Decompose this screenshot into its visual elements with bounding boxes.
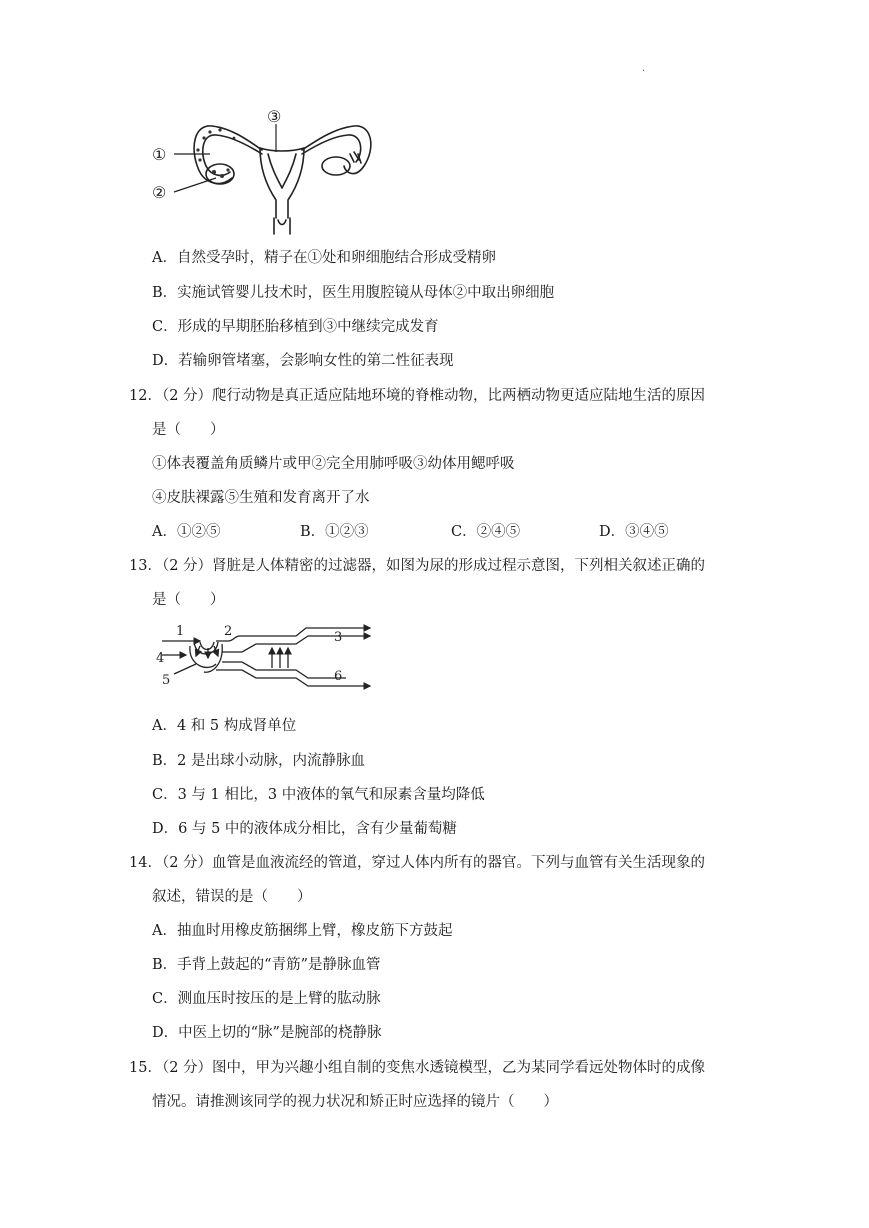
q12-option-b: B．①②③ [300, 524, 369, 540]
q14-option-c: C．测血压时按压的是上臂的肱动脉 [152, 991, 381, 1007]
female-reproductive-diagram [150, 108, 390, 236]
q12-option-d: D．③④⑤ [599, 524, 669, 540]
urine-label-3: 3 [334, 630, 343, 645]
urine-label-6: 6 [334, 669, 343, 684]
urine-label-4: 4 [156, 651, 165, 666]
figure-label-3: ③ [267, 108, 282, 126]
urine-label-1: 1 [176, 624, 185, 639]
q11-option-a: A．自然受孕时，精子在①处和卵细胞结合形成受精卵 [152, 250, 496, 266]
q12-option-a: A．①②⑤ [152, 524, 221, 540]
q14-stem-line1: 14．（2 分）血管是血液流经的管道，穿过人体内所有的器官。下列与血管有关生活现象的 [129, 855, 706, 871]
urine-label-2: 2 [224, 624, 233, 639]
q12-options-row [152, 522, 712, 542]
urine-formation-diagram [156, 624, 378, 694]
q13-stem-line2: 是（ ） [152, 592, 225, 608]
q11-option-c: C．形成的早期胚胎移植到③中继续完成发育 [152, 319, 439, 335]
q14-option-d: D．中医上切的“脉”是腕部的桡静脉 [152, 1025, 382, 1041]
figure-label-1: ① [152, 145, 167, 164]
q15-stem-line2: 情况。请推测该同学的视力状况和矫正时应选择的镜片（ ） [152, 1094, 558, 1110]
q12-stem-line2: 是（ ） [152, 422, 225, 438]
q12-stem-line1: 12．（2 分）爬行动物是真正适应陆地环境的脊椎动物，比两栖动物更适应陆地生活的原因 [129, 388, 706, 404]
q13-option-d: D．6 与 5 中的液体成分相比，含有少量葡萄糖 [152, 821, 457, 837]
q13-stem-line1: 13．（2 分）肾脏是人体精密的过滤器，如图为尿的形成过程示意图，下列相关叙述正确的 [129, 558, 706, 574]
q13-option-c: C．3 与 1 相比，3 中液体的氧气和尿素含量均降低 [152, 787, 485, 803]
q12-items-line1: ①体表覆盖角质鳞片或甲②完全用肺呼吸③幼体用鳃呼吸 [152, 456, 515, 472]
figure-label-2: ② [152, 183, 167, 202]
q12-items-line2: ④皮肤裸露⑤生殖和发育离开了水 [152, 490, 370, 506]
q13-option-a: A．4 和 5 构成肾单位 [152, 718, 297, 734]
q14-option-a: A．抽血时用橡皮筋捆绑上臂，橡皮筋下方鼓起 [152, 923, 453, 939]
q15-stem-line1: 15．（2 分）图中，甲为兴趣小组自制的变焦水透镜模型，乙为某同学看远处物体时的成像 [129, 1060, 706, 1076]
urine-label-5: 5 [162, 673, 171, 688]
q12-option-c: C．②④⑤ [451, 524, 521, 540]
q11-option-b: B．实施试管婴儿技术时，医生用腹腔镜从母体②中取出卵细胞 [152, 285, 555, 301]
q13-option-b: B．2 是出球小动脉，内流静脉血 [152, 753, 365, 769]
q11-option-d: D．若输卵管堵塞，会影响女性的第二性征表现 [152, 353, 454, 369]
header-mark: · [642, 66, 646, 77]
q14-option-b: B．手背上鼓起的“青筋”是静脉血管 [152, 957, 381, 973]
q14-stem-line2: 叙述，错误的是（ ） [152, 889, 312, 905]
